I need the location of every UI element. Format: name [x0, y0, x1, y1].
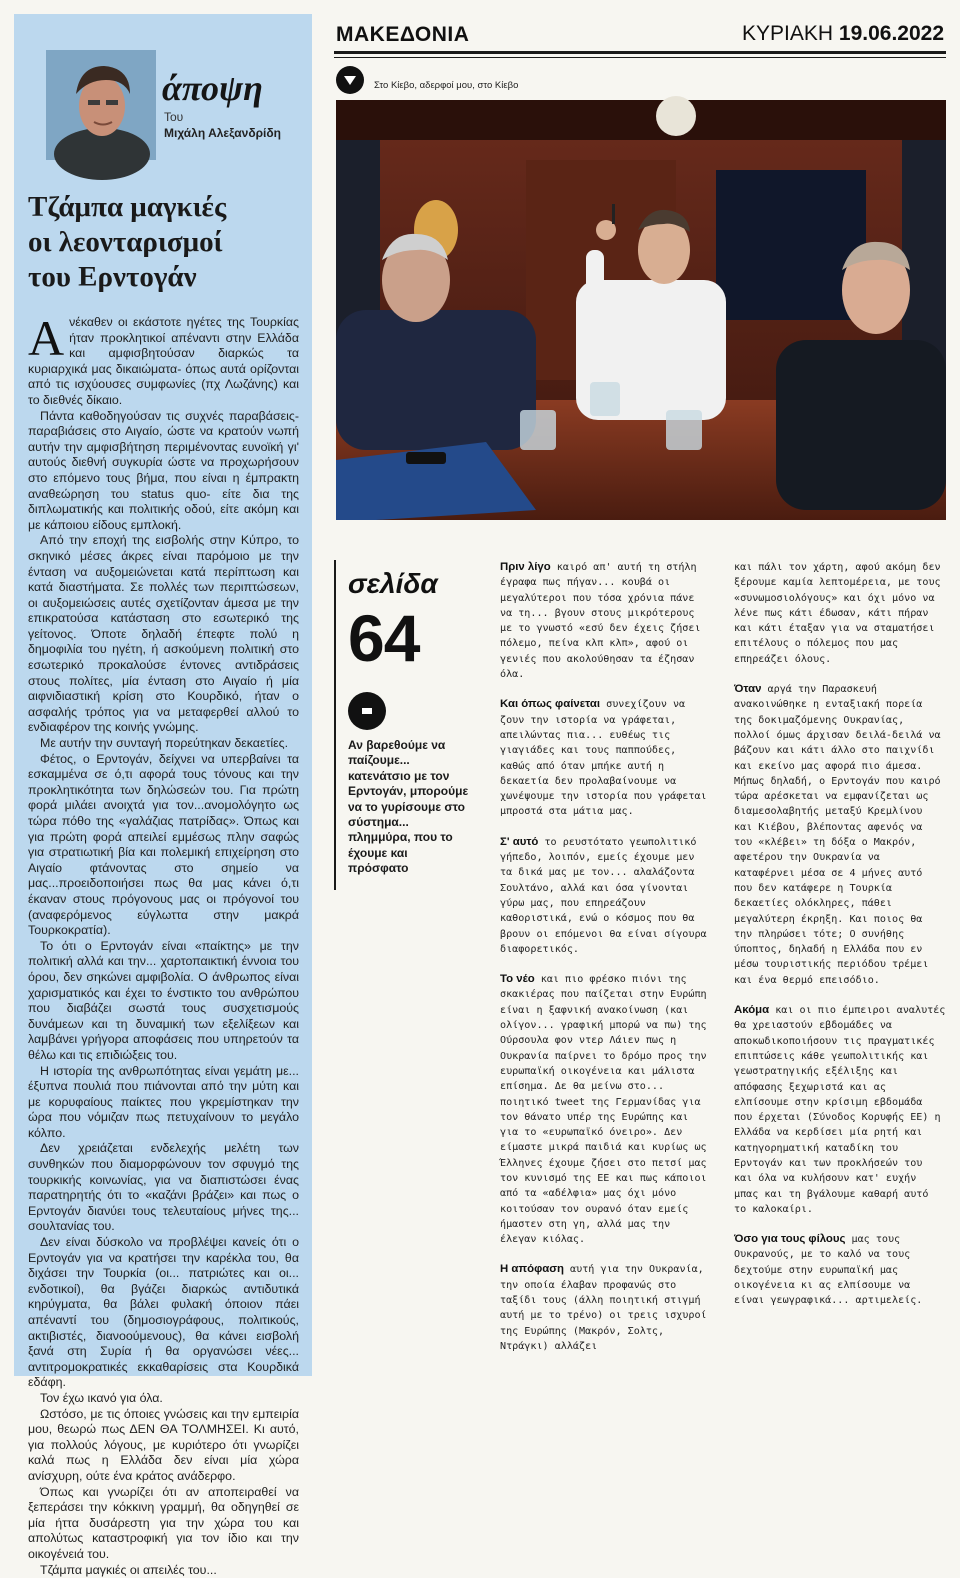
- column-paragraph: [500, 1262, 712, 1354]
- issue-date-value: 19.06.2022: [839, 22, 944, 45]
- arrow-down-icon: [336, 66, 364, 94]
- article-paragraph: Ωστόσο, με τις όποιες γνώσεις και την εμπειρία μου, θεωρώ πως ΔΕΝ ΘΑ ΤΟΛΜΗΣΕΙ. Κι αυτό, για πολλούς λόγους, με κυριότερο ότι γνωρίζει καλά πως η Ελλάδα δεν είναι μία χώρα ανίσχυρη, ούτε ένα κράτος ανάδερφο.: [28, 1407, 299, 1485]
- issue-date: [742, 22, 944, 46]
- paragraph-lead: Όσο για τους φίλους: [734, 1233, 845, 1245]
- paragraph-lead: Ακόμα: [734, 1004, 769, 1016]
- paragraph-lead: Η απόφαση: [500, 1263, 564, 1275]
- column-paragraph: [500, 835, 712, 957]
- opinion-column: [14, 14, 312, 1376]
- article-paragraph: [28, 315, 299, 409]
- article-paragraph: Με αυτήν την συνταγή πορεύτηκαν δεκαετίες.: [28, 736, 299, 752]
- article-paragraph: Το ότι ο Ερντογάν είναι «παίκτης» με την πολιτική αλλά και την... χαρτοπαικτική έννοια του όρου, δεν σηκώνει αμφιβολία. Ο άνθρωπος είναι χαρισματικός και έχει το ένστικτο του ανθρώπου που διαβάζει σωστά τους συσχετισμούς δυνάμεων και τη δυναμική των εξελίξεων και λαμβάνει γρήγορα αποφάσεις που υπηρετούν τα θέλω και τις επιδιώξεις του.: [28, 939, 299, 1064]
- paragraph-text: νέκαθεν οι εκάστοτε ηγέτες της Τουρκίας ήταν προκλητικοί απέναντι στην Ελλάδα και αμφισβητούσαν διαρκώς τα κυριαρχικά μας δικαιώματα- όπως αυτά ορίζονται από τις ισχύουσες συμφωνίες (πχ Λωζάνης) και το διεθνές δίκαιο.: [28, 315, 299, 407]
- column-paragraph: [734, 560, 946, 667]
- article-paragraph: Όπως και γνωρίζει ότι αν αποπειραθεί να ξεπεράσει την κόκκινη γραμμή, θα οδηγηθεί σε μία ήττα δυσάρεστη για την χώρα του και απολύτως καταστροφική για τον ίδιο και την οικογένειά του.: [28, 1485, 299, 1563]
- paragraph-lead: Σ' αυτό: [500, 836, 538, 848]
- page-masthead: [334, 14, 946, 54]
- column-paragraph: [734, 1003, 946, 1217]
- column-paragraph: [734, 1232, 946, 1308]
- article-paragraph: Από την εποχή της εισβολής στην Κύπρο, το σκηνικό μέσες άκρες είναι παρόμοιο με την ένταση να αυξομειώνεται κατά περίπτωση και κατά διαστήματα. Σε πολλές των περιπτώσεων, οι αυξομειώσεις αυτές σχετίζονταν άμεσα με την επικρατούσα κατάσταση στο εσωτερικό της γείτονος. Όποτε δηλαδή έπεφτε πολύ η δημοφιλία του ηγέτη, ή ασκούμενη πολιτική στο εσωτερικό προκαλούσε έντονες αντιδράσεις στους πολίτες, μία ένταση στο Αιγαίο ή μία αιφνιδιαστική κρίση στο Κουρδικό, ήταν ο ασφαλής τρόπος για να μεταφερθεί αλλού το ενδιαφέρον της κοινής γνώμης.: [28, 533, 299, 736]
- column-left: [500, 560, 712, 1369]
- article-paragraph: Τον έχω ικανό για όλα.: [28, 1391, 299, 1407]
- byline-prefix: Του: [164, 110, 183, 124]
- author-name: Μιχάλη Αλεξανδρίδη: [164, 126, 281, 140]
- author-avatar: [46, 50, 156, 160]
- column-paragraph: [734, 682, 946, 988]
- column-paragraph: [500, 560, 712, 682]
- paragraph-text: και οι πιο έμπειροι αναλυτές θα χρειαστούν εβδομάδες να αποκωδικοποιήσουν τις πραγματικές επιπτώσεις κάθε γεωπολιτικής και γεωστρατηγικής εξέλιξης και απόφασης ξεχωριστά και ας ελπίσουμε στην κρίσιμη εβδομάδα που έρχεται (Σύνοδος Κορυφής ΕΕ) η Ελλάδα να κερδίσει μία ρητή και κατηγορηματική καταδίκη του Ερντογάν και των προκλήσεών του και όλα να κυλήσουν κατ' ευχήν μπας και τη βγάλουμε καθαρή αυτό το καλοκαίρι.: [734, 1005, 945, 1215]
- paragraph-lead: Όταν: [734, 683, 762, 695]
- photo-caption-row: [336, 66, 946, 96]
- article-title: [28, 190, 299, 295]
- article-paragraph: Πάντα καθοδηγούσαν τις συχνές παραβάσεις-παραβιάσεις στο Αιγαίο, ώστε να κρατούν νωπή αυτήν την αμφισβήτηση περιμένοντας ευνοϊκή γι' αυτούς διεθνή συγκυρία ώστε να προχωρήσουν στο επόμενο τους βήμα, που είναι η έμπρακτη αναθεώρηση του status quo- είτε δια της διπλωματικής και πολιτικής οδού, είτε ακόμη και με κάποιου είδους εμπλοκή.: [28, 409, 299, 534]
- minus-circle-icon: [348, 692, 386, 730]
- page-reference-number: 64: [348, 600, 419, 676]
- article-paragraph: Δεν είναι δύσκολο να προβλέψει κανείς ότι ο Ερντογάν για να κρατήσει την καρέκλα του, θα διχάσει την Τουρκία (οι... πατριώτες και οι... ενδοτικοί), θα βγάζει διαρκώς αντιδυτικά κηρύγματα, θα βάλει φυλακή όποιον πάει απέναντί του (δημοσιογράφους, πολιτικούς, ακτιβιστές, διανοούμενους), θα κάνει εισβολή ξανά στη Συρία ή θα οργανώσει νέες... αντιτρομοκρατικές εκκαθαρίσεις στα Κουρδικά εδάφη.: [28, 1235, 299, 1391]
- paragraph-lead: Και όπως φαίνεται: [500, 698, 600, 710]
- issue-day: ΚΥΡΙΑΚΗ: [742, 22, 833, 45]
- paragraph-lead: Πριν λίγο: [500, 561, 551, 573]
- column-right: [734, 560, 946, 1324]
- paragraph-text: καιρό απ' αυτή τη στήλη έγραφα πως πήγαν... κουβά οι μεγαλύτεροι που τόσα χρόνια πάνε να τη... βγουν στους μικρότερους με το γνωστό «εσύ δεν έχεις ζήσει πόλεμο, πείνα κλπ κλπ», αφού οι γενιές που ακολούθησαν τα έζησαν όλα.: [500, 562, 701, 680]
- paragraph-text: και πάλι τον χάρτη, αφού ακόμη δεν ξέρουμε καμία λεπτομέρεια, με τους «συνωμοσιολόγους» και όχι μόνο να λένε πως κάτι έδωσαν, κάτι πήραν και κάτι έταξαν για να σταματήσει επιτέλους ο πόλεμος που μας επηρεάζει όλους.: [734, 562, 941, 665]
- article-paragraph: Φέτος, ο Ερντογάν, δείχνει να υπερβαίνει τα εσκαμμένα σε ό,τι αφορά τους τόνους και την προκλητικότητα των δηλώσεών του. Για πρώτη φορά μιλάει ανοιχτά για τον...ανομολόγητο ως τώρα πόθο της «γαλάζιας πατρίδας». Όπως και για πρώτη φορά απειλεί εμμέσως πλην σαφώς για στρατιωτική βία και πολεμική επιχείρηση στο Αιγαίο φτάνοντας στο σημείο να μας...προειδοποιήσει πως θα μας κάνει ό,τι έκαναν στους πρόγονους μας οι πρόγονοί του (αναφερόμενος εύγλωττα στην μακρά Τουρκοκρατία).: [28, 752, 299, 939]
- section-label: άποψη: [162, 70, 263, 106]
- column-paragraph: [500, 972, 712, 1247]
- article-paragraph: Τζάμπα μαγκιές οι απειλές του...: [28, 1563, 299, 1578]
- paragraph-text: αργά την Παρασκευή ανακοινώθηκε η ενταξιακή πορεία της δοκιμαζόμενης Ουκρανίας, πολλοί όμως άρχισαν δειλά-δειλά να βάζουν και κάτι άλλο στο παιχνίδι και εκείνο μας αφορά πιο άμεσα. Μήπως δηλαδή, ο Ερντογάν που καιρό τώρα αρέσκεται να εμφανίζεται ως διαμεσολαβητής μεταξύ Κρεμλίνου και Κιέβου, βλέποντας αφενός να του «κλέβει» τη δόξα ο Μακρόν, αφετέρου την Ουκρανία να καταφέρνει μέσα σε 4 μήνες αυτό που δεν κατάφερε η Τουρκία δεκαετίες ολόκληρες, πάθει μεγαλύτερη έκρηξη. Και ποιος θα την πληρώσει τότε; Ο συνήθης ύποπτος, δηλαδή η Ελλάδα που εν μέσω τουριστικής περιόδου τρέμει και ένα θερμό επεισόδιο.: [734, 684, 941, 986]
- sidebar-quote: Αν βαρεθούμε να παίζουμε... κατενάτσιο με τον Ερντογάν, μπορούμε να το γυρίσουμε στο σύστημα... πλημμύρα, που το έχουμε και πρόσφατο: [348, 738, 470, 877]
- sidebar-rule: [334, 560, 336, 890]
- dropcap: Α: [28, 317, 64, 359]
- article-photo: [336, 100, 946, 520]
- page-reference-sidebar: [334, 560, 484, 1380]
- column-paragraph: [500, 697, 712, 819]
- paragraph-lead: Το νέο: [500, 973, 535, 985]
- title-line: του Ερντογάν: [28, 261, 197, 293]
- opinion-header: [28, 26, 299, 166]
- paragraph-text: συνεχίζουν να ζουν την ιστορία να γράφεται, απειλώντας πια... ευθέως τις γιαγιάδες και τους παππούδες, καθώς από όταν μπήκε αυτή η δεκαετία δεν προλαβαίνουμε να χωνέψουμε την ιστορία που γράφεται μπροστά στα μάτια μας.: [500, 699, 707, 817]
- title-line: Τζάμπα μαγκιές: [28, 191, 226, 223]
- page-reference-label: σελίδα: [348, 568, 438, 600]
- title-line: οι λεονταρισμοί: [28, 226, 223, 258]
- newspaper-name: ΜΑΚΕΔΟΝΙΑ: [336, 23, 469, 47]
- article-paragraph: Δεν χρειάζεται ενδελεχής μελέτη των συνθηκών που διαμορφώνουν τον σφυγμό της τουρκικής κοινωνίας, για να διαπιστώσει ένας παρατηρητής ότι το «καζάνι βράζει» και πως ο Ερντογάν διανύει τους τελευταίους μήνες της... σουλτανίας του.: [28, 1141, 299, 1235]
- paragraph-text: το ρευστότατο γεωπολιτικό γήπεδο, λοιπόν, εμείς έχουμε μεν τα δικά μας με τον... αλαλάζοντα Σουλτάνο, αλλά και όσα γίνονται γύρω μας, που επηρεάζουν καθοριστικά, ενώ ο κόσμος που θα βρουν οι επόμενοι θα είναι σίγουρα διαφορετικός.: [500, 837, 707, 955]
- article-paragraph: Η ιστορία της ανθρωπότητας είναι γεμάτη με... έξυπνα πουλιά που πιάνονται από την μύτη και με κορυφαίους παίκτες που γκρεμίστηκαν την ώρα που νόμιζαν πως πετυχαίνουν το μεγάλο κόλπο.: [28, 1064, 299, 1142]
- paragraph-text: και πιο φρέσκο πιόνι της σκακιέρας που παίζεται στην Ευρώπη είναι η ξαφνική ανακοίνωση (και ολίγον... γραφική μπορώ να πω) της Ούρσουλα φον ντερ Λάιεν πως η Ουκρανία παίρνει το δρόμο προς την ευρωπαϊκή οικογένεια και μάλιστα επίσημα. Δε θα μείνω στο... ποιητικό tweet της Γερμανίδας για τον θάνατο υπέρ της Ευρώπης και για το «ευρωπαϊκό όνειρο». Δεν είμαστε μικρά παιδιά και κυρίως ως Έλληνες έχουμε ζήσει στο πετσί μας τον κυνισμό της ΕΕ και πως κάποιοι από τα «αδέλφια» μας όχι μόνο κοιτούσαν τον ουρανό όταν εμείς ήμαστεν στη γη, αλλά μας την έλεγαν κιόλας.: [500, 974, 707, 1245]
- paragraph-text: μας τους Ουκρανούς, με το καλό να τους δεχτούμε στην ευρωπαϊκή μας οικογένεια κι ας ελπίσουμε να είναι γεωγραφικά... αρτιμελείς.: [734, 1234, 922, 1306]
- paragraph-text: αυτή για την Ουκρανία, την οποία έλαβαν προφανώς στο ταξίδι τους (άλλη ποιητική στιγμή αυτή με το τρένο) οι τρεις ισχυροί της Ευρώπης (Μακρόν, Σολτς, Ντράγκι) αλλάζει: [500, 1264, 707, 1351]
- article-body: [28, 315, 299, 1578]
- photo-caption: Στο Κίεβο, αδερφοί μου, στο Κίεβο: [374, 80, 518, 91]
